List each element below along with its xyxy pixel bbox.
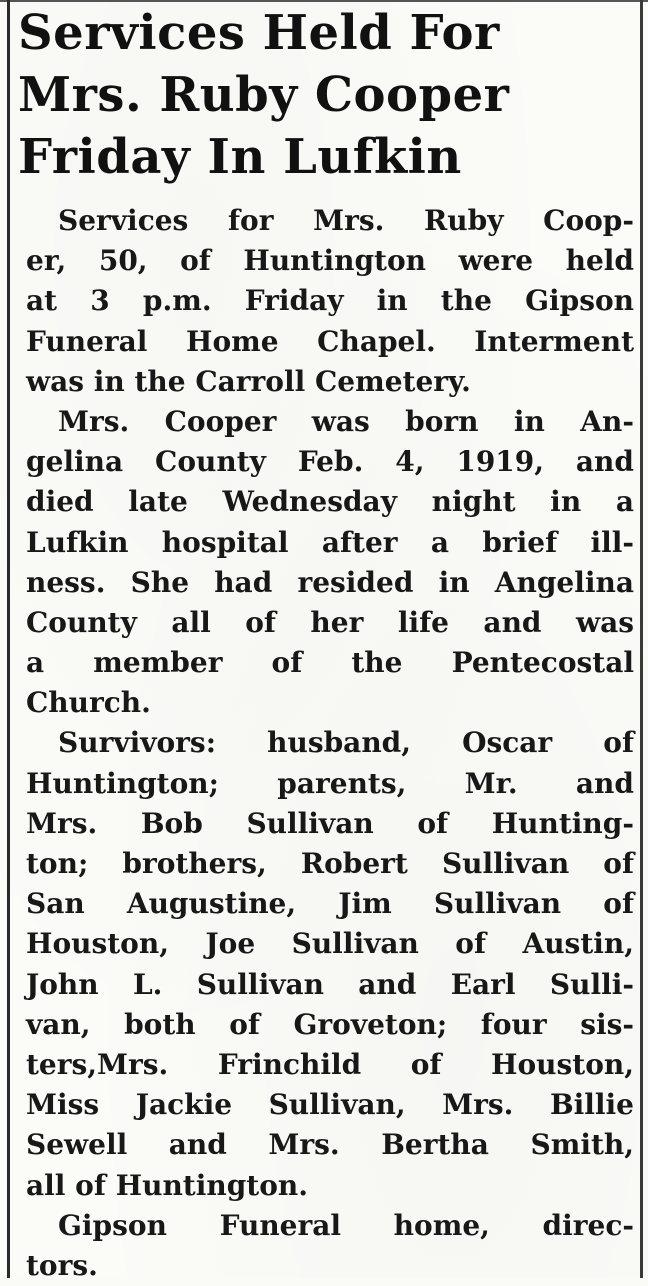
text-line: tors. <box>26 1248 98 1282</box>
paragraph-directors <box>26 1206 634 1286</box>
text-line: Sewell and Mrs. Bertha Smith, <box>26 1128 634 1162</box>
text-line: Mrs. Cooper was born in An- <box>58 404 634 438</box>
paragraph-services <box>26 201 634 402</box>
headline-line-2: Mrs. Ruby Cooper <box>18 67 510 123</box>
text-line: Houston, Joe Sullivan of Austin, <box>26 927 634 961</box>
text-line: a member of the Pentecostal <box>26 646 634 680</box>
text-line: all of Huntington. <box>26 1168 309 1202</box>
text-line: ness. She had resided in Angelina <box>26 565 634 599</box>
article-body <box>26 201 634 1286</box>
text-line: er, 50, of Huntington were held <box>26 244 634 278</box>
left-column-rule <box>7 0 10 1278</box>
right-column-rule <box>640 0 643 1278</box>
text-line: van, both of Groveton; four sis- <box>26 1007 634 1041</box>
paragraph-biography <box>26 402 634 724</box>
text-line: was in the Carroll Cemetery. <box>26 364 471 398</box>
text-line: Services for Mrs. Ruby Coop- <box>58 204 634 237</box>
text-line: died late Wednesday night in a <box>26 485 634 519</box>
text-line: gelina County Feb. 4, 1919, and <box>26 445 634 479</box>
text-line: Survivors: husband, Oscar of <box>58 726 634 760</box>
paragraph-survivors <box>26 723 634 1205</box>
text-line: Lufkin hospital after a brief ill- <box>26 525 634 559</box>
text-line: Huntington; parents, Mr. and <box>26 766 634 800</box>
text-line: County all of her life and was <box>26 605 634 639</box>
text-line: Church. <box>26 686 151 720</box>
headline-line-3: Friday In Lufkin <box>18 129 462 185</box>
text-line: Gipson Funeral home, direc- <box>58 1208 634 1242</box>
headline-line-1: Services Held For <box>18 5 500 61</box>
headline <box>18 2 633 188</box>
text-line: ters,Mrs. Frinchild of Houston, <box>26 1047 634 1081</box>
text-line: at 3 p.m. Friday in the Gipson <box>26 284 634 318</box>
text-line: John L. Sullivan and Earl Sulli- <box>26 967 634 1001</box>
text-line: San Augustine, Jim Sullivan of <box>26 887 634 921</box>
text-line: Miss Jackie Sullivan, Mrs. Billie <box>26 1088 634 1122</box>
text-line: ton; brothers, Robert Sullivan of <box>26 847 634 880</box>
text-line: Funeral Home Chapel. Interment <box>26 324 634 358</box>
text-line: Mrs. Bob Sullivan of Hunting- <box>26 806 634 840</box>
